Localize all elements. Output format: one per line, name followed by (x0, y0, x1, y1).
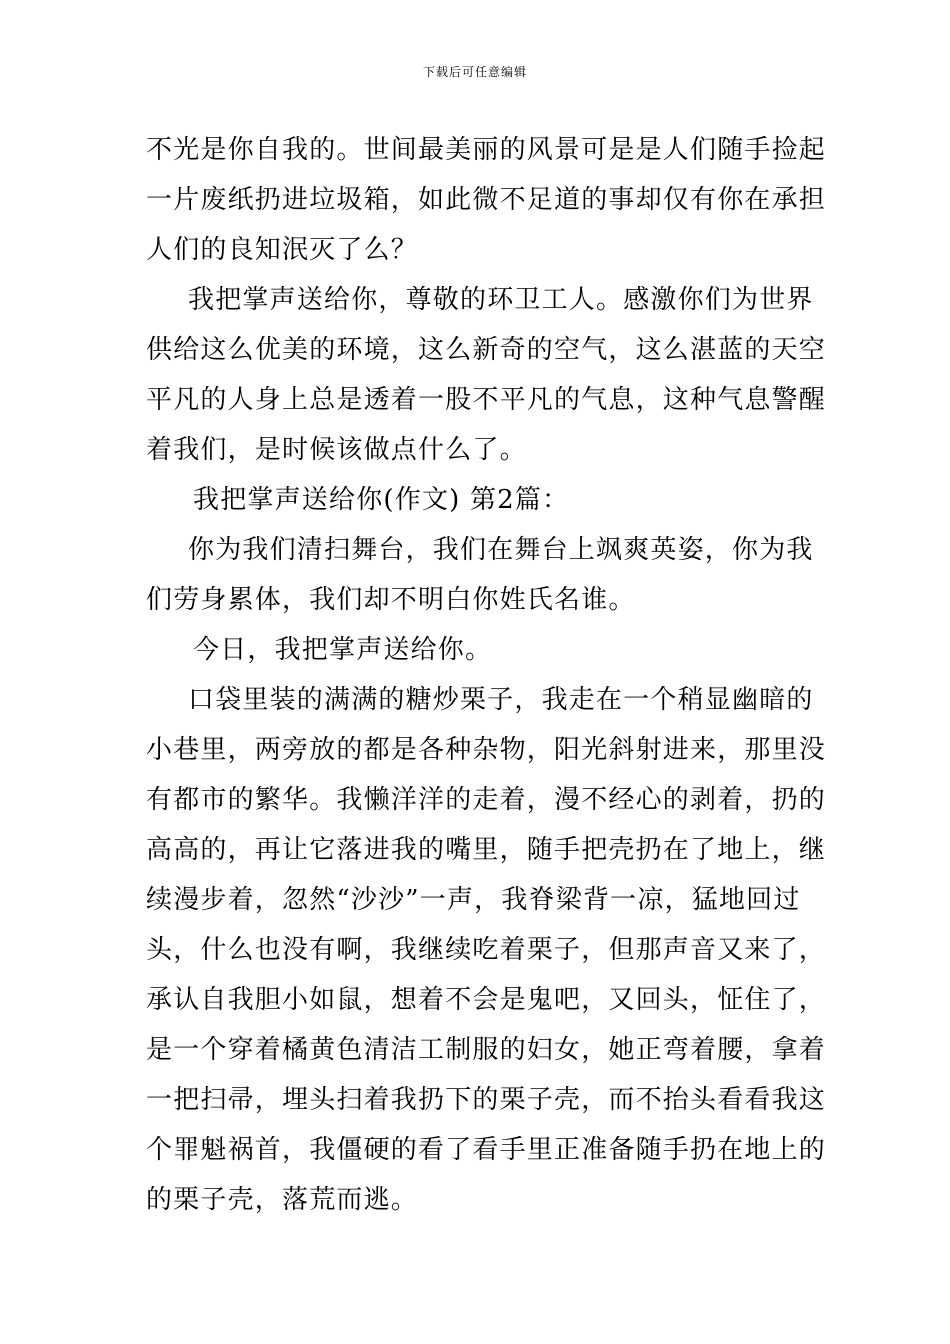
text-line: 承认自我胆小如鼠，想着不会是鬼吧，又回头，怔住了， (146, 985, 827, 1015)
text-line: 供给这么优美的环境，这么新奇的空气，这么湛蓝的天空 (146, 335, 827, 365)
text-line: 平凡的人身上总是透着一股不平凡的气息，这种气息警醒 (146, 385, 827, 415)
text-line: 你为我们清扫舞台，我们在舞台上飒爽英姿，你为我 (188, 535, 814, 565)
text-line: 一把扫帚，埋头扫着我扔下的栗子壳，而不抬头看看我这 (146, 1085, 827, 1115)
text-line: 有都市的繁华。我懒洋洋的走着，漫不经心的剥着，扔的 (146, 785, 827, 815)
text-line: 头，什么也没有啊，我继续吃着栗子，但那声音又来了， (146, 935, 827, 965)
text-line: 我把掌声送给你，尊敬的环卫工人。感激你们为世界 (188, 285, 814, 315)
text-line: 一片废纸扔进垃圾箱，如此微不足道的事却仅有你在承担 (146, 185, 827, 215)
text-line: 续漫步着，忽然“沙沙”一声，我脊梁背一凉，猛地回过 (146, 885, 801, 915)
text-line: 是一个穿着橘黄色清洁工制服的妇女，她正弯着腰，拿着 (146, 1035, 827, 1065)
page-header-note: 下载后可任意编辑 (422, 65, 527, 79)
text-line: 人们的良知泯灭了么？ (146, 235, 419, 265)
text-line: 不光是你自我的。世间最美丽的风景可是是人们随手捡起 (146, 135, 827, 165)
text-line: 今日，我把掌声送给你。 (193, 635, 493, 665)
section-heading: 我把掌声送给你(作文) 第2篇： (193, 485, 570, 515)
text-line: 个罪魁祸首，我僵硬的看了看手里正准备随手扔在地上的 (146, 1135, 827, 1165)
text-line: 们劳身累体，我们却不明白你姓氏名谁。 (146, 585, 636, 615)
text-line: 的栗子壳，落荒而逃。 (146, 1185, 419, 1215)
text-line: 高高的，再让它落进我的嘴里，随手把壳扔在了地上，继 (146, 835, 827, 865)
text-line: 着我们，是时候该做点什么了。 (146, 435, 527, 465)
text-line: 口袋里装的满满的糖炒栗子，我走在一个稍显幽暗的 (188, 685, 814, 715)
text-line: 小巷里，两旁放的都是各种杂物，阳光斜射进来，那里没 (146, 735, 827, 765)
